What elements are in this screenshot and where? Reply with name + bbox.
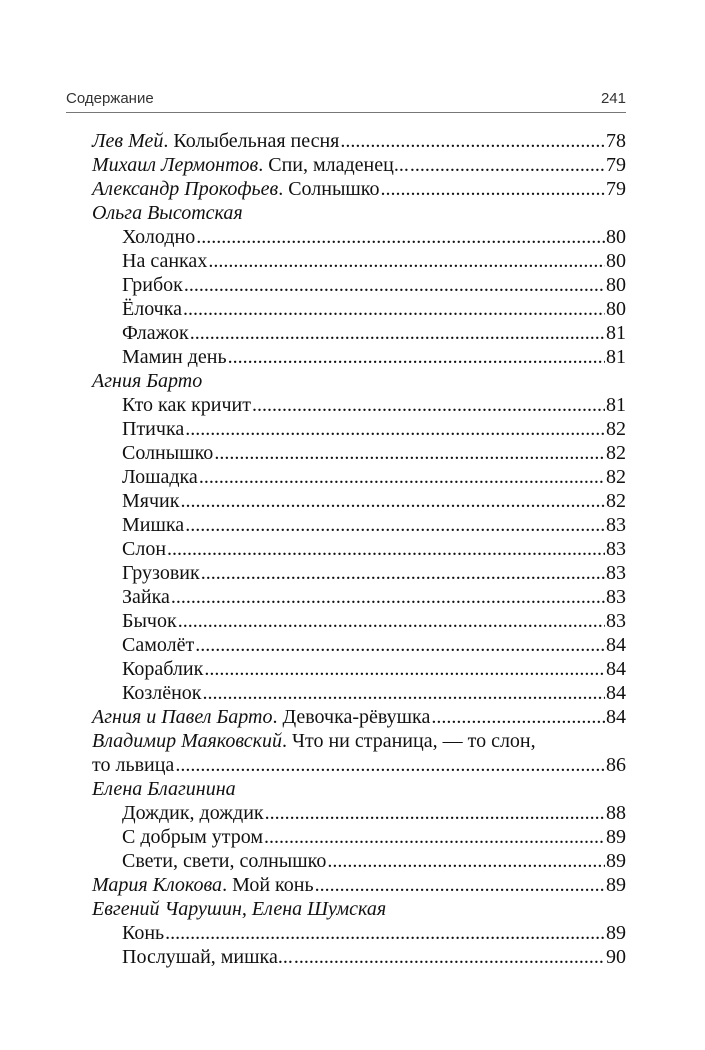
toc-sub-entry <box>92 849 626 873</box>
toc-sub-entry <box>92 441 626 465</box>
toc-title: Девочка-рёвушка <box>282 706 431 728</box>
toc-page: 81 <box>606 346 626 368</box>
toc-page: 89 <box>606 874 626 896</box>
toc-title: Колыбельная песня <box>173 130 340 152</box>
toc-title: Кораблик <box>122 658 204 680</box>
toc-title: Мамин день <box>122 346 227 368</box>
toc-author-heading: Ольга Высотская <box>92 202 243 224</box>
toc-title: Лошадка <box>122 466 198 488</box>
toc-page: 81 <box>606 394 626 416</box>
toc-page: 84 <box>606 682 626 704</box>
leader-dots <box>165 921 605 945</box>
leader-dots <box>185 417 605 441</box>
toc-title: Козлёнок <box>122 682 202 704</box>
toc-page: 88 <box>606 802 626 824</box>
toc-author: Мария Клокова <box>92 874 223 896</box>
toc-sub-entry <box>92 225 626 249</box>
toc-page: 80 <box>606 298 626 320</box>
leader-dots <box>315 873 605 897</box>
leader-dots <box>184 273 605 297</box>
toc-sub-entry <box>92 393 626 417</box>
toc-page: 80 <box>606 274 626 296</box>
toc-title: Свети, свети, солнышко <box>122 850 327 872</box>
leader-dots <box>431 705 605 729</box>
toc-title-continued: то львица <box>92 754 175 776</box>
toc-page: 89 <box>606 922 626 944</box>
leader-dots <box>196 225 605 249</box>
toc-sub-entry <box>92 273 626 297</box>
leader-dots <box>180 489 605 513</box>
leader-dots <box>228 345 605 369</box>
toc-title: Мячик <box>122 490 180 512</box>
toc-title: Спи, младенец... <box>268 154 409 176</box>
table-of-contents <box>92 129 626 969</box>
toc-sub-entry <box>92 825 626 849</box>
toc-sub-entry <box>92 921 626 945</box>
toc-page: 79 <box>606 154 626 176</box>
toc-page: 79 <box>606 178 626 200</box>
toc-page: 84 <box>606 706 626 728</box>
toc-page: 84 <box>606 658 626 680</box>
toc-sub-entry <box>92 345 626 369</box>
toc-sub-entry <box>92 657 626 681</box>
leader-dots <box>201 561 605 585</box>
toc-title: Слон <box>122 538 167 560</box>
leader-dots <box>340 129 605 153</box>
toc-title: Что ни страница, — то слон, <box>291 730 536 752</box>
toc-title: Самолёт <box>122 634 195 656</box>
toc-sub-entry <box>92 537 626 561</box>
leader-dots <box>183 297 605 321</box>
toc-entry: Лев Мей. Колыбельная песня ..... 78 <box>92 129 626 153</box>
leader-dots <box>203 681 605 705</box>
toc-title: Бычок <box>122 610 177 632</box>
toc-sub-entry <box>92 945 626 969</box>
toc-title: Зайка <box>122 586 170 608</box>
toc-title: Холодно <box>122 226 196 248</box>
toc-page: 86 <box>606 754 626 776</box>
toc-title: На санках <box>122 250 208 272</box>
leader-dots <box>204 657 605 681</box>
toc-page: 78 <box>606 130 626 152</box>
toc-title: Мишка <box>122 514 185 536</box>
toc-page: 82 <box>606 442 626 464</box>
toc-author-heading: Евгений Чарушин, Елена Шумская <box>92 898 387 920</box>
toc-sub-entry <box>92 585 626 609</box>
toc-page: 83 <box>606 562 626 584</box>
toc-sub-entry <box>92 633 626 657</box>
running-header <box>66 88 626 113</box>
toc-title: Мой конь <box>232 874 314 896</box>
toc-title: Птичка <box>122 418 185 440</box>
toc-entry: Агния и Павел Барто. Девочка-рёвушка ..... 84 <box>92 705 626 729</box>
toc-page: 81 <box>606 322 626 344</box>
toc-page: 83 <box>606 610 626 632</box>
toc-title: Дождик, дождик <box>122 802 264 824</box>
leader-dots <box>185 513 605 537</box>
page-number: 241 <box>600 90 626 107</box>
leader-dots <box>190 321 605 345</box>
toc-sub-entry <box>92 609 626 633</box>
toc-author: Владимир Маяковский <box>92 730 282 752</box>
toc-page: 83 <box>606 586 626 608</box>
toc-sub-entry <box>92 681 626 705</box>
toc-title: Кто как кричит <box>122 394 251 416</box>
toc-entry: Мария Клокова. Мой конь ..... 89 <box>92 873 626 897</box>
toc-page: 90 <box>606 946 626 968</box>
toc-sub-entry <box>92 417 626 441</box>
toc-page: 82 <box>606 490 626 512</box>
leader-dots <box>381 177 605 201</box>
toc-author: Лев Мей <box>92 130 164 152</box>
leader-dots <box>171 585 605 609</box>
toc-author: Агния и Павел Барто <box>92 706 273 728</box>
toc-sub-entry <box>92 561 626 585</box>
toc-page: 83 <box>606 514 626 536</box>
toc-sub-entry <box>92 249 626 273</box>
toc-page: 82 <box>606 466 626 488</box>
toc-page: 80 <box>606 226 626 248</box>
leader-dots <box>252 393 605 417</box>
toc-title: Послушай, мишка... <box>122 946 293 968</box>
toc-page: 82 <box>606 418 626 440</box>
toc-author: Александр Прокофьев <box>92 178 279 200</box>
leader-dots <box>167 537 605 561</box>
leader-dots <box>214 441 605 465</box>
toc-sub-entry <box>92 465 626 489</box>
toc-title: Ёлочка <box>122 298 183 320</box>
leader-dots <box>327 849 605 873</box>
toc-page: 80 <box>606 250 626 272</box>
toc-title: Грузовик <box>122 562 200 584</box>
leader-dots <box>265 801 605 825</box>
toc-author-heading: Агния Барто <box>92 370 203 392</box>
leader-dots <box>294 945 605 969</box>
toc-sub-entry <box>92 513 626 537</box>
toc-sub-entry <box>92 489 626 513</box>
toc-page: 89 <box>606 850 626 872</box>
toc-page: 83 <box>606 538 626 560</box>
leader-dots <box>410 153 605 177</box>
toc-title: Флажок <box>122 322 189 344</box>
leader-dots <box>195 633 605 657</box>
toc-entry: Михаил Лермонтов. Спи, младенец... ..... 79 <box>92 153 626 177</box>
toc-title: Конь <box>122 922 165 944</box>
leader-dots <box>199 465 605 489</box>
leader-dots <box>208 249 605 273</box>
toc-title: С добрым утром <box>122 826 264 848</box>
toc-title: Грибок <box>122 274 183 296</box>
toc-author: Михаил Лермонтов <box>92 154 259 176</box>
toc-sub-entry <box>92 297 626 321</box>
toc-page: 84 <box>606 634 626 656</box>
toc-author-heading: Елена Благинина <box>92 778 236 800</box>
leader-dots <box>264 825 605 849</box>
leader-dots <box>178 609 605 633</box>
toc-sub-entry <box>92 801 626 825</box>
toc-page: 89 <box>606 826 626 848</box>
header-title: Содержание <box>66 90 154 107</box>
toc-entry: Владимир Маяковский. Что ни страница, — то слон, <box>92 730 536 752</box>
toc-entry-continuation <box>92 753 626 777</box>
toc-title: Солнышко <box>122 442 214 464</box>
toc-sub-entry <box>92 321 626 345</box>
leader-dots <box>175 753 605 777</box>
toc-entry: Александр Прокофьев. Солнышко ..... 79 <box>92 177 626 201</box>
toc-title: Солнышко <box>288 178 380 200</box>
